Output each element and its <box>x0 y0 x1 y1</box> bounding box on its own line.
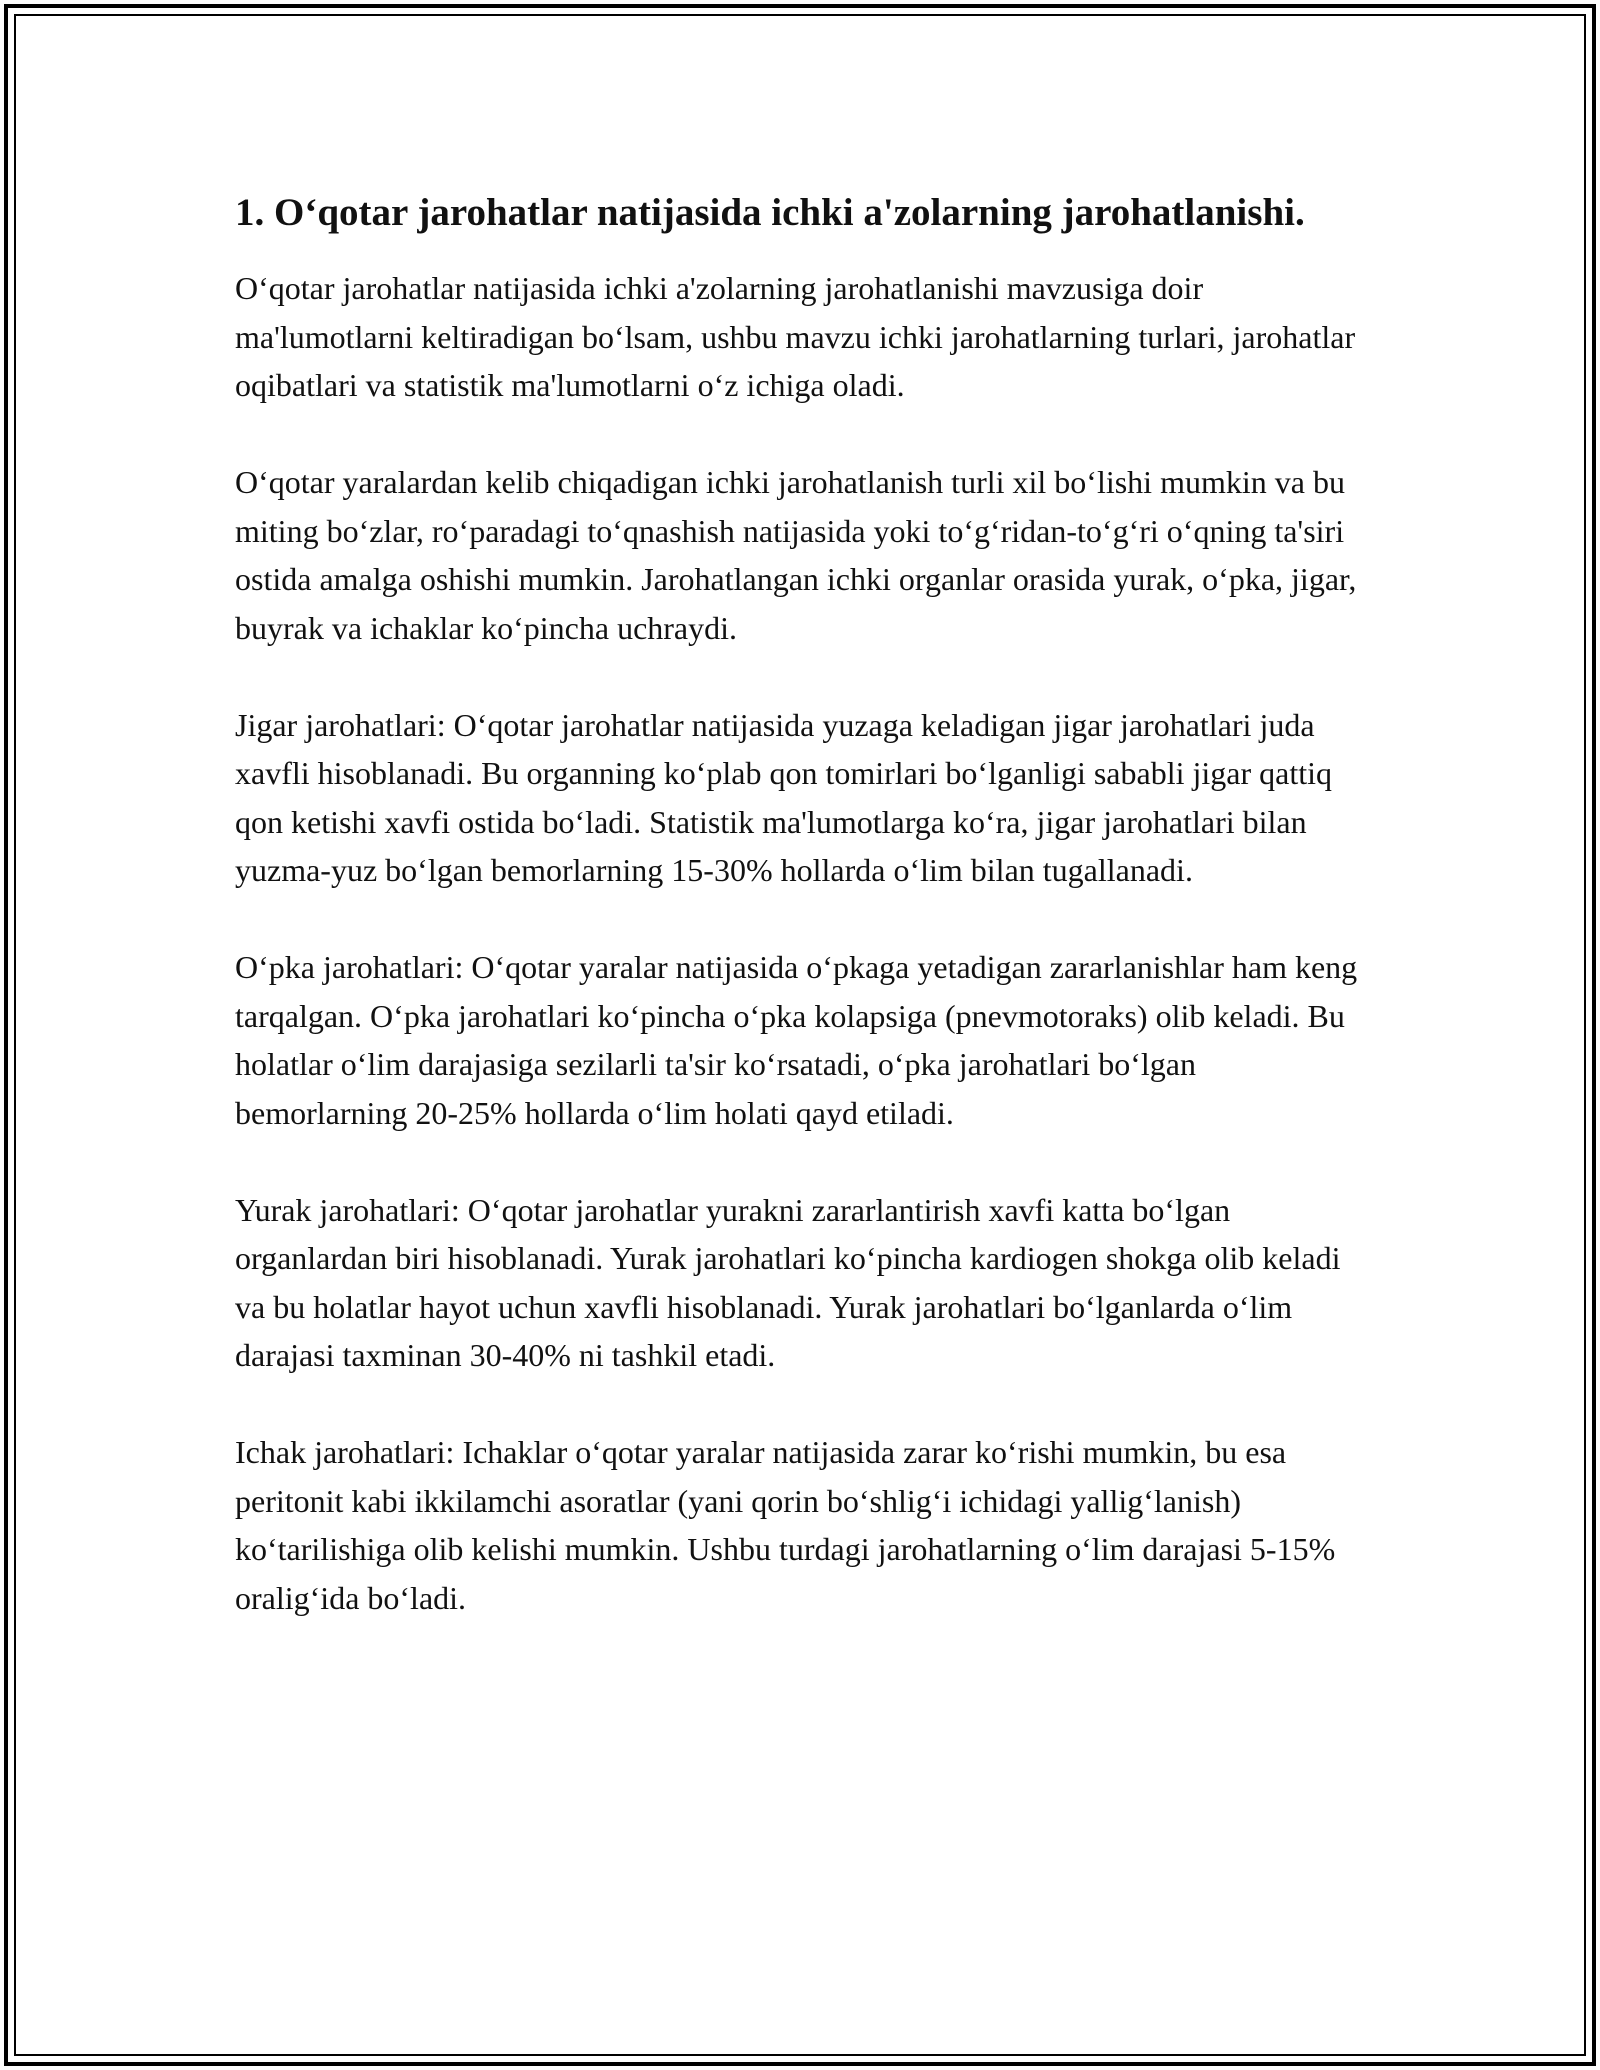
document-body <box>235 188 1375 1671</box>
paragraph-intestine: Ichak jarohatlari: Ichaklar o‘qotar yaralar natijasida zarar ko‘rishi mumkin, bu esa peritonit kabi ikkilamchi asoratlar (yani qorin bo‘shlig‘i ichidagi yallig‘lanish) ko‘tarilishiga olib kelishi mumkin. Ushbu turdagi jarohatlarning o‘lim darajasi 5-15% oralig‘ida bo‘ladi. <box>235 1434 1336 1616</box>
paragraph-intro: O‘qotar jarohatlar natijasida ichki a'zolarning jarohatlanishi mavzusiga doir ma'lumotlarni keltiradigan bo‘lsam, ushbu mavzu ichki jarohatlarning turlari, jarohatlar oqibatlari va statistik ma'lumotlarni o‘z ichiga oladi. <box>235 270 1356 403</box>
paragraph-liver: Jigar jarohatlari: O‘qotar jarohatlar natijasida yuzaga keladigan jigar jarohatlari juda xavfli hisoblanadi. Bu organning ko‘plab qon tomirlari bo‘lganligi sababli jigar qattiq qon ketishi xavfi ostida bo‘ladi. Statistik ma'lumotlarga ko‘ra, jigar jarohatlari bilan yuzma-yuz bo‘lgan bemorlarning 15-30% hollarda o‘lim bilan tugallanadi. <box>235 706 1332 888</box>
paragraph-heart: Yurak jarohatlari: O‘qotar jarohatlar yurakni zararlantirish xavfi katta bo‘lgan organlardan biri hisoblanadi. Yurak jarohatlari ko‘pincha kardiogen shokga olib keladi va bu holatlar hayot uchun xavfli hisoblanadi. Yurak jarohatlari bo‘lganlarda o‘lim darajasi taxminan 30-40% ni tashkil etadi. <box>235 1191 1341 1373</box>
paragraph-injury-types: O‘qotar yaralardan kelib chiqadigan ichki jarohatlanish turli xil bo‘lishi mumkin va bu miting bo‘zlar, ro‘paradagi to‘qnashish natijasida yoki to‘g‘ridan-to‘g‘ri o‘qning ta'siri ostida amalga oshishi mumkin. Jarohatlangan ichki organlar orasida yurak, o‘pka, jigar, buyrak va ichaklar ko‘pincha uchraydi. <box>235 464 1357 646</box>
paragraph-lung: O‘pka jarohatlari: O‘qotar yaralar natijasida o‘pkaga yetadigan zararlanishlar ham keng tarqalgan. O‘pka jarohatlari ko‘pincha o‘pka kolapsiga (pnevmotoraks) olib keladi. Bu holatlar o‘lim darajasiga sezilarli ta'sir ko‘rsatadi, o‘pka jarohatlari bo‘lgan bemorlarning 20-25% hollarda o‘lim holati qayd etiladi. <box>235 949 1358 1131</box>
section-heading: 1. O‘qotar jarohatlar natijasida ichki a'zolarning jarohatlanishi. <box>235 191 1305 234</box>
